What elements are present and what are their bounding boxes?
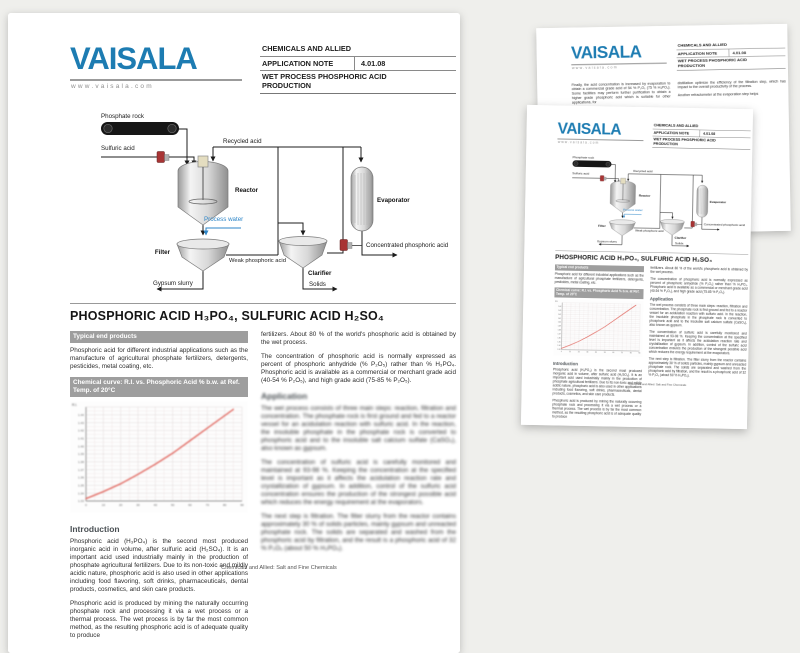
label-process-water: Process water	[204, 216, 243, 223]
svg-text:1.34: 1.34	[78, 491, 84, 495]
process-flow-diagram	[552, 153, 752, 255]
svg-text:80: 80	[223, 503, 227, 507]
introduction-heading: Introduction	[70, 524, 248, 534]
svg-text:1.38: 1.38	[558, 329, 561, 331]
header-doc-number: 4.01.08	[729, 49, 746, 57]
label-filter: Filter	[155, 249, 171, 256]
label-filter: Filter	[598, 224, 606, 228]
page-1-left-column	[552, 264, 644, 423]
svg-text:50: 50	[171, 503, 175, 507]
chemical-curve-chart	[70, 401, 248, 518]
paragraph: fertilizers. About 80 % of the world's phosphoric acid is obtained by the wet process.	[261, 331, 456, 347]
process-water-pipe	[206, 228, 241, 235]
logo-divider	[571, 63, 666, 66]
svg-text:1.39: 1.39	[558, 326, 561, 328]
header-doc-title: WET PROCESS PHOSPHORIC ACID PRODUCTION	[677, 56, 786, 71]
label-sulfuric-acid: Sulfuric acid	[572, 171, 589, 175]
svg-text:10: 10	[569, 351, 571, 353]
page-2-left-column	[572, 81, 671, 108]
paragraph: Phosphoric acid is produced by mining the naturally occurring phosphate rock and processing it via a wet process or a thermal process. The wet process is by far the most common method, as the resulting phosphoric acid is of adequate quality to produce	[552, 399, 641, 421]
label-phosphate-rock: Phosphate rock	[573, 155, 595, 159]
logo-divider	[70, 79, 242, 81]
svg-text:1.35: 1.35	[78, 483, 84, 487]
header-doc-type: APPLICATION NOTE	[260, 57, 355, 71]
label-weak-acid: Weak phosphoric acid	[635, 228, 664, 233]
label-solids: Solids	[675, 241, 684, 245]
website-url: www.vaisala.com	[572, 66, 618, 71]
page-title: PHOSPHORIC ACID H₃PO₄, SULFURIC ACID H₂SO₄	[70, 309, 384, 323]
label-concentrated-acid: Concentrated phosphoric acid	[704, 222, 745, 227]
document-header-table	[652, 122, 750, 149]
vaisala-logo: VAISALA	[557, 120, 621, 137]
application-heading: Application	[261, 391, 456, 401]
introduction-heading: Introduction	[553, 361, 642, 368]
svg-text:1.37: 1.37	[78, 468, 84, 472]
svg-text:R.I.: R.I.	[555, 301, 558, 303]
svg-text:10: 10	[102, 503, 106, 507]
svg-text:1.36: 1.36	[558, 337, 561, 339]
chart-header-bar: Chemical curve: R.I. vs. Phosphoric Acid % b.w. at Ref. Temp. of 20°C	[554, 287, 643, 299]
reactor-vessel	[178, 156, 228, 225]
label-reactor: Reactor	[639, 194, 651, 198]
svg-text:1.40: 1.40	[78, 444, 84, 448]
label-concentrated-acid: Concentrated phosphoric acid	[366, 242, 449, 249]
svg-text:R.I.: R.I.	[72, 403, 77, 407]
page-1-left-column	[70, 331, 248, 646]
paragraph: The next step is filtration. The filter slurry from the reactor contains approximately 30 % of solids particles, mainly gypsum and unreacted phosphate rock. The solids are separated and washed from the phosphoric acid by filtration, and the result is a phosphoric acid of 32 % P₂O₅ (about 50 % H₃PO₄).	[261, 513, 456, 553]
header-category: CHEMICALS AND ALLIED	[260, 43, 456, 57]
application-section	[261, 391, 456, 553]
paragraph: The wet process consists of three main steps: reaction, filtration and concentration. The phosphate rock is first ground and fed to a reactor vessel for an acidulation reaction with sulfuric acid. In the reaction, the insoluble phosphate in the phosphate rock is converted to phosphoric acid and to the insoluble salt calcium sulfate (CaSO₄), also known as gypsum.	[649, 303, 747, 329]
products-header-bar: Typical end products	[555, 264, 644, 272]
header-doc-type: APPLICATION NOTE	[676, 49, 729, 57]
svg-text:20: 20	[119, 503, 123, 507]
svg-text:20: 20	[578, 351, 580, 353]
label-gypsum-slurry: Gypsum slurry	[597, 239, 617, 243]
phosphate-conveyor	[101, 122, 179, 135]
svg-text:1.43: 1.43	[558, 310, 561, 312]
svg-text:70: 70	[206, 503, 210, 507]
svg-text:1.38: 1.38	[78, 460, 84, 464]
header-doc-row	[260, 57, 456, 72]
svg-text:70: 70	[621, 352, 623, 354]
page-1-body	[8, 13, 460, 653]
masthead	[571, 38, 786, 81]
label-recycled-acid: Recycled acid	[633, 169, 653, 173]
page-1-thumbnail-body	[521, 105, 753, 429]
label-weak-acid: Weak phosphoric acid	[229, 258, 286, 264]
refractometer-icon	[157, 152, 169, 163]
paragraph: Phosphoric acid for different industrial applications such as the manufacture of agricultural phosphate fertilizers, detergents, pesticides, metal coating, etc.	[70, 347, 248, 371]
vaisala-logo: VAISALA	[70, 43, 197, 75]
paragraph: The concentration of sulfuric acid is carefully monitored and maintained at 93-98 %. Keeping the concentration at the specified level is important as it affects the acidulation reaction rate and crystallization of gypsum. In addition, control of the sulfuric acid concentration ensures the production of the strongest possible acid which reduces the energy requirement at the evaporators.	[649, 330, 747, 356]
svg-text:40: 40	[595, 352, 597, 354]
header-doc-type: APPLICATION NOTE	[653, 129, 701, 137]
page-footer: Chemicals and Allied: Salt and Fine Chemicals	[128, 565, 430, 571]
paragraph: Another refractometer at the evaporation step helps	[678, 92, 786, 98]
svg-text:1.37: 1.37	[558, 333, 561, 335]
svg-text:1.34: 1.34	[557, 345, 560, 347]
label-clarifier: Clarifier	[308, 270, 332, 277]
application-heading: Application	[650, 296, 748, 303]
svg-text:90: 90	[240, 503, 244, 507]
label-gypsum-slurry: Gypsum slurry	[153, 280, 194, 287]
svg-text:40: 40	[154, 503, 158, 507]
website-url: www.vaisala.com	[71, 83, 154, 90]
process-water-pipe	[624, 214, 642, 218]
header-doc-number: 4.01.08	[355, 57, 385, 71]
document-page-1-thumbnail	[521, 105, 753, 429]
paragraph: Finally, the acid concentration is increased by evaporation to obtain a commercial grade acid of 54 % P₂O₅ (75 % H₃PO₄). Some facilities may perform further purification to obtain a higher grade phosphoric acid which is suitable for other applications, for	[572, 81, 671, 105]
paragraph: The wet process consists of three main steps: reaction, filtration and concentration. The phosphate rock is first ground and fed to a reactor vessel for an acidulation reaction with sulfuric acid. In the reaction, the insoluble phosphate in the phosphate rock is converted to phosphoric acid and to the insoluble salt calcium sulfate (CaSO₄), also known as gypsum.	[261, 405, 456, 453]
header-category: CHEMICALS AND ALLIED	[653, 122, 751, 131]
svg-text:1.44: 1.44	[558, 306, 561, 308]
title-divider	[70, 303, 456, 304]
paragraph: Phosphoric acid (H₃PO₄) is the second most produced inorganic acid in volume, after sulfuric acid (H₂SO₄). It is an important acid used industrially mainly in the production of phosphate agricultural fertilizers. Due to its non-toxic and mildly acidic nature, phosphoric acid is also used in other applications including food flavoring, soft drinks, pharmaceuticals, dental products, cosmetics, and skin care products.	[70, 538, 248, 594]
paragraph: The concentration of phosphoric acid is normally expressed as percent of phosphoric anhydride (% P₂O₅) rather than % H₃PO₄. Phosphoric acid is available as a commercial or merchant grade acid (40-54 % P₂O₅), and high grade acid (75-85 % P₂O₅).	[650, 277, 748, 295]
page-footer: Chemicals and Allied: Salt and Fine Chemicals	[582, 382, 733, 388]
refractometer-icon	[691, 221, 702, 227]
masthead	[557, 118, 751, 157]
label-reactor: Reactor	[235, 187, 259, 194]
svg-text:1.41: 1.41	[558, 318, 561, 320]
evaporator-vessel	[696, 185, 708, 217]
clarifier-vessel	[660, 219, 684, 235]
svg-text:60: 60	[612, 352, 614, 354]
filter-vessel	[177, 239, 229, 271]
svg-text:1.41: 1.41	[78, 436, 84, 440]
vaisala-logo: VAISALA	[571, 43, 642, 62]
svg-text:1.43: 1.43	[78, 421, 84, 425]
svg-text:90: 90	[638, 353, 640, 355]
header-doc-title: WET PROCESS PHOSPHORIC ACID PRODUCTION	[260, 71, 456, 94]
page-1-right-column	[647, 266, 748, 425]
page-2-masthead-slot	[536, 24, 787, 28]
svg-text:30: 30	[136, 503, 140, 507]
masthead	[70, 39, 456, 109]
paragraph: The next step is filtration. The filter slurry from the reactor contains approximately 30 % of solids particles, mainly gypsum and unreacted phosphate rock. The solids are separated and washed from the phosphoric acid by filtration, and the result is a phosphoric acid of 32 % P₂O₅ (about 50 % H₃PO₄).	[648, 357, 746, 379]
reactor-motor	[621, 178, 626, 184]
website-url: www.vaisala.com	[558, 140, 599, 144]
svg-text:1.35: 1.35	[558, 341, 561, 343]
label-phosphate-rock: Phosphate rock	[101, 113, 145, 120]
document-header-table	[676, 41, 785, 71]
paragraph: Phosphoric acid (H₃PO₄) is the second most produced inorganic acid in volume, after sulfuric acid (H₂SO₄). It is an important acid used industrially mainly in the production of phosphate agricultural fertilizers. Due to its non-toxic and mildly acidic nature, phosphoric acid is also used in other applications including food flavoring, soft drinks, pharmaceuticals, dental products, cosmetics, and skin care products.	[553, 368, 643, 398]
paragraph: Phosphoric acid is produced by mining the naturally occurring phosphate rock and processing it via a wet process or a thermal process. The wet process is by far the most common method, as the resulting phosphoric acid is of adequate quality to produce	[70, 600, 248, 640]
svg-text:30: 30	[586, 352, 588, 354]
document-page-1	[8, 13, 460, 653]
svg-text:1.44: 1.44	[78, 413, 84, 417]
page-1-columns	[70, 331, 456, 646]
phosphate-conveyor	[572, 160, 611, 167]
label-evaporator: Evaporator	[710, 200, 727, 204]
paragraph: The concentration of phosphoric acid is normally expressed as percent of phosphoric anhydride (% P₂O₅) rather than % H₃PO₄. Phosphoric acid is available as a commercial or merchant grade acid (40-54 % P₂O₅), and high grade acid (75-85 % P₂O₅).	[261, 353, 456, 385]
page-title: PHOSPHORIC ACID H₃PO₄, SULFURIC ACID H₂SO₄	[555, 253, 712, 263]
page-1-right-column	[261, 331, 456, 646]
paragraph: Phosphoric acid for different industrial applications such as the manufacture of agricultural phosphate fertilizers, detergents, pesticides, metal coating, etc.	[555, 272, 644, 286]
label-clarifier: Clarifier	[675, 236, 688, 240]
paragraph: The concentration of sulfuric acid is carefully monitored and maintained at 93-98 %. Keeping the concentration at the specified level is important as it affects the acidulation reaction rate and crystallization of gypsum. In addition, control of the sulfuric acid concentration ensures the production of the strongest possible acid which reduces the energy requirement at the evaporators.	[261, 459, 456, 507]
label-solids: Solids	[309, 281, 326, 288]
clarifier-vessel	[279, 237, 327, 269]
svg-text:1.33: 1.33	[557, 349, 560, 351]
evaporator-vessel	[351, 167, 373, 231]
svg-text:1.33: 1.33	[78, 499, 84, 503]
document-header-table	[260, 43, 456, 94]
chemical-curve-chart	[553, 299, 643, 359]
page-2-columns	[572, 79, 787, 108]
label-evaporator: Evaporator	[377, 197, 410, 204]
label-sulfuric-acid: Sulfuric acid	[101, 145, 135, 152]
header-category: CHEMICALS AND ALLIED	[676, 41, 785, 50]
svg-text:1.40: 1.40	[558, 322, 561, 324]
refractometer-icon	[340, 240, 362, 251]
label-recycled-acid: Recycled acid	[223, 138, 262, 145]
paragraph: distillation optimize the efficiency of the filtration step, which has impact to the overall productivity of the process.	[678, 79, 786, 90]
svg-text:1.36: 1.36	[78, 476, 84, 480]
process-flow-diagram	[63, 109, 459, 306]
svg-text:1.39: 1.39	[78, 452, 84, 456]
paragraph: fertilizers. About 80 % of the world's phosphoric acid is obtained by the wet process.	[650, 266, 748, 276]
chart-header-bar: Chemical curve: R.I. vs. Phosphoric Acid % b.w. at Ref. Temp. of 20°C	[70, 377, 248, 397]
svg-text:0: 0	[561, 351, 562, 353]
refractometer-icon	[600, 176, 606, 182]
header-doc-title: WET PROCESS PHOSPHORIC ACID PRODUCTION	[652, 136, 750, 149]
svg-text:1.42: 1.42	[78, 429, 84, 433]
header-doc-number: 4.01.08	[700, 130, 715, 137]
application-section	[648, 296, 747, 379]
label-process-water: Process water	[623, 208, 643, 212]
products-header-bar: Typical end products	[70, 331, 248, 343]
svg-text:60: 60	[188, 503, 192, 507]
reactor-motor	[198, 156, 208, 167]
filter-vessel	[609, 219, 635, 235]
svg-text:0: 0	[85, 503, 87, 507]
svg-text:1.42: 1.42	[558, 314, 561, 316]
svg-text:50: 50	[604, 352, 606, 354]
page-2-right-column	[678, 79, 787, 106]
page-1-columns	[552, 264, 748, 425]
svg-text:80: 80	[630, 352, 632, 354]
